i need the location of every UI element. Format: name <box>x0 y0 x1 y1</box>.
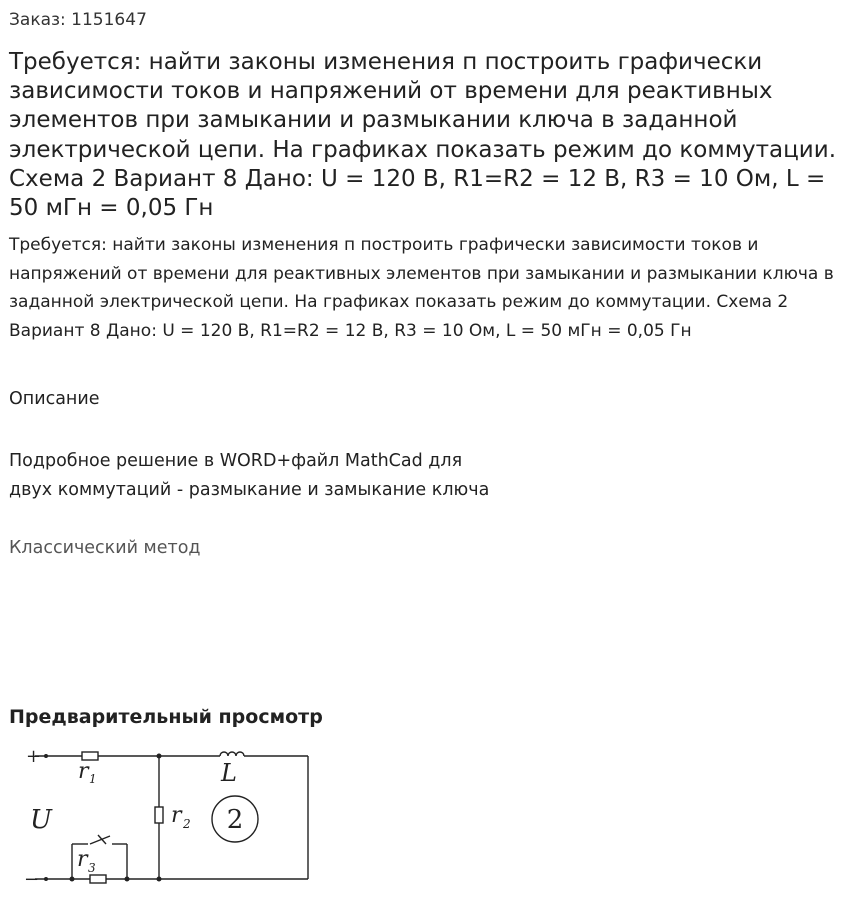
node-minus <box>44 877 48 881</box>
preview-heading: Предварительный просмотр <box>9 706 323 728</box>
scheme-number: 2 <box>226 805 244 835</box>
method-text: Классический метод <box>9 538 201 558</box>
description-line-2: двух коммутаций - размыкание и замыкание ключа <box>9 480 490 500</box>
r3-resistor <box>90 875 106 883</box>
r1-label: r <box>78 759 89 784</box>
circuit-diagram <box>20 740 320 890</box>
node-top <box>157 754 162 759</box>
node-bottom-mid <box>157 877 162 882</box>
r2-resistor <box>155 807 163 823</box>
inductor-label: L <box>221 759 237 787</box>
r2-label: r <box>171 803 182 828</box>
r1-subscript: 1 <box>89 772 97 786</box>
order-number: Заказ: 1151647 <box>9 10 147 30</box>
plus-label: + <box>26 746 42 767</box>
description-heading: Описание <box>9 389 100 409</box>
minus-label: − <box>24 869 40 890</box>
node-loop-right <box>125 877 130 882</box>
switch-arrow <box>98 835 106 844</box>
task-text: Требуется: найти законы изменения п построить графически зависимости токов и напряжений от времени для реактивных элементов при замыкании и размыкании ключа в заданной электрической цепи. На графиках показать режим до коммутации. Схема 2 Вариант 8 Дано: U = 120 В, R1=R2 = 12 В, R3 = 10 Ом, L = 50 мГн = 0,05 Гн <box>9 235 834 341</box>
r3-label: r <box>77 847 88 872</box>
page-title: Требуется: найти законы изменения п построить графически зависимости токов и напряжений от времени для реактивных элементов при замыкании и размыкании ключа в заданной электрической цепи. На графиках показать режим до коммутации. Схема 2 Вариант 8 Дано: U = 120 В, R1=R2 = 12 В, R3 = 10 Ом, L = 50 мГн = 0,05 Гн <box>9 49 837 222</box>
description-line-1: Подробное решение в WORD+файл MathCad для <box>9 451 463 471</box>
inductor-coil <box>220 752 244 756</box>
r2-subscript: 2 <box>183 817 191 831</box>
source-label: U <box>30 805 52 835</box>
node-loop-left <box>70 877 75 882</box>
r3-subscript: 3 <box>88 861 96 875</box>
node-plus <box>44 754 48 758</box>
